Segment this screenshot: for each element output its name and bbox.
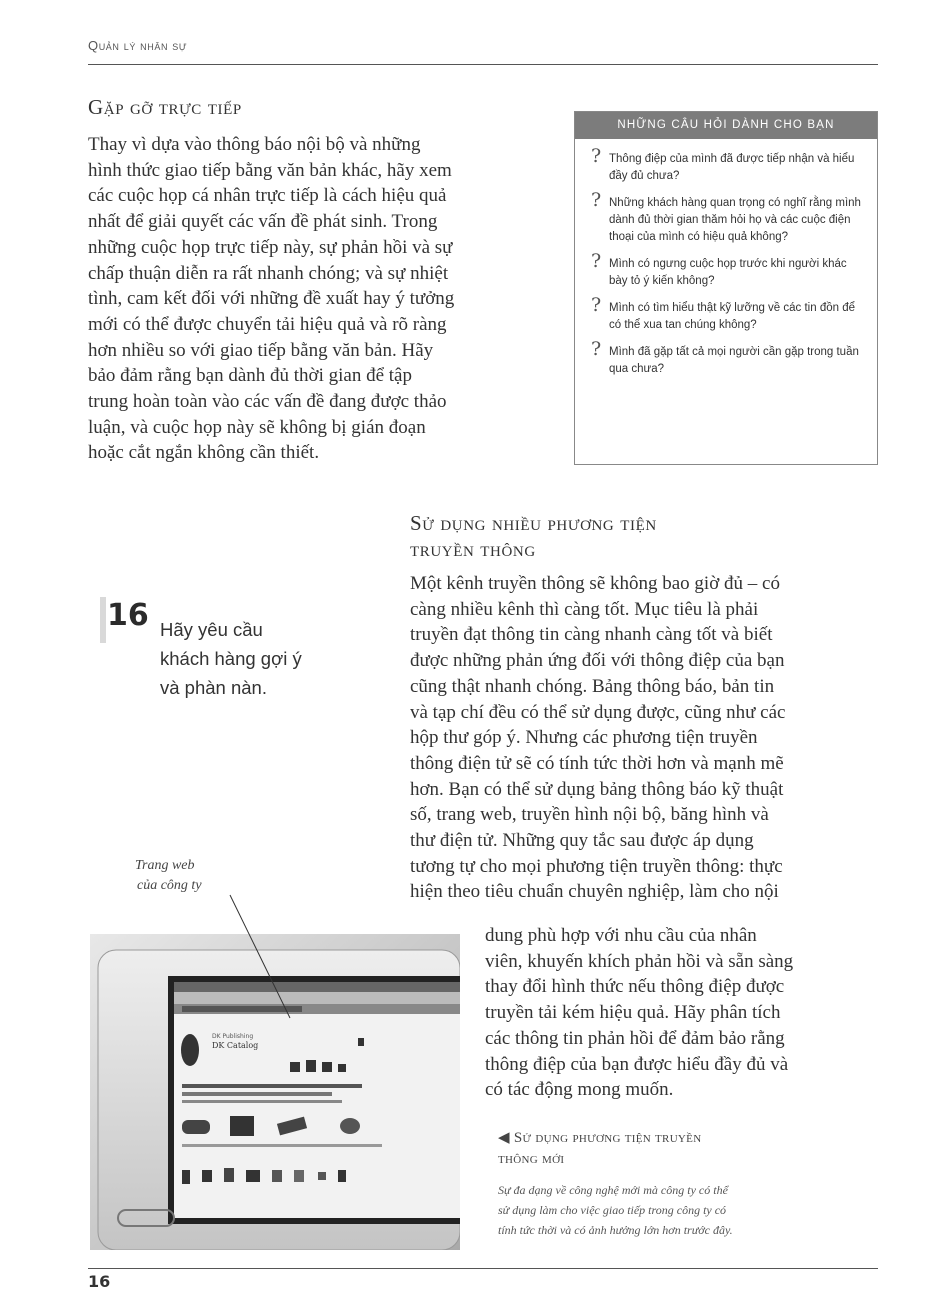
photo-caption-body	[498, 1180, 862, 1240]
section-title-line: Sử dụng nhiều phương tiện	[410, 511, 657, 535]
body-line: chấp thuận diễn ra rất nhanh chóng; và sự nhiệt	[88, 262, 449, 284]
question-item	[591, 189, 863, 246]
photo-label-line: Trang web	[135, 858, 195, 873]
body-line: và tạp chí đều có thể sử dụng được, cũng như các	[410, 701, 786, 723]
question-item	[591, 250, 863, 290]
question-mark-icon: ?	[591, 338, 602, 360]
body-line: hơn nhiều so với giao tiếp bằng văn bản. Hãy	[88, 339, 434, 361]
photo-label	[135, 856, 255, 896]
page-number: 16	[88, 1272, 111, 1291]
body-line: tương tự cho mọi phương tiện truyền thông: thực	[410, 855, 783, 877]
body-line: thư điện tử. Những quy tắc sau được áp dụng	[410, 830, 754, 852]
body-line: càng nhiều kênh thì càng tốt. Mục tiêu là phải	[410, 598, 759, 620]
question-mark-icon: ?	[591, 250, 602, 272]
body-line: hiện theo tiêu chuẩn chuyên nghiệp, làm cho nội	[410, 881, 779, 903]
body-line: hơn. Bạn có thể sử dụng bảng thông báo kỹ thuật	[410, 778, 784, 800]
question-list	[575, 139, 877, 378]
question-item	[591, 294, 863, 334]
section-2-body-continued	[485, 923, 875, 1103]
caption-body-line: tính tức thời và có ảnh hưởng lớn hơn trước đây.	[498, 1223, 733, 1237]
question-item	[591, 145, 863, 185]
body-line: hình thức giao tiếp bằng văn bản khác, hãy xem	[88, 159, 452, 181]
tip-line: Hãy yêu cầu	[160, 619, 263, 640]
body-line: hộp thư góp ý. Nhưng các phương tiện truyền	[410, 727, 758, 749]
body-line: có tác động mong muốn.	[485, 1079, 674, 1101]
question-mark-icon: ?	[591, 294, 602, 316]
body-line: thông điện tử sẽ có tính tức thời hơn và mạnh mẽ	[410, 752, 784, 774]
question-text: Thông điệp của mình đã được tiếp nhận và hiểu đầy đủ chưa?	[609, 153, 855, 182]
body-line: luận, và cuộc họp này sẽ không bị gián đoạn	[88, 416, 426, 438]
screen-brand-text: DK Catalog	[212, 1041, 259, 1050]
caption-title-line: thông mới	[498, 1151, 565, 1167]
tip-line: khách hàng gợi ý	[160, 648, 302, 669]
body-line: bảo đảm rằng bạn dành đủ thời gian để tập	[88, 365, 412, 387]
question-item	[591, 338, 863, 378]
question-text: Mình đã gặp tất cả mọi người cần gặp trong tuần qua chưa?	[609, 346, 859, 375]
caption-title-text: Sử dụng phương tiện truyền	[513, 1130, 702, 1146]
body-line: những cuộc họp trực tiếp này, sự phản hồi và sự	[88, 236, 453, 258]
tip-number: 16	[107, 598, 149, 633]
body-line: thay đổi hình thức nếu thông điệp được	[485, 976, 785, 998]
body-line: tình, cam kết đối với những đề xuất hay ý tưởng	[88, 288, 455, 310]
question-text: Mình có ngưng cuộc họp trước khi người khác bày tỏ ý kiến không?	[609, 258, 847, 287]
body-line: các cuộc họp cá nhân trực tiếp là cách hiệu quả	[88, 185, 447, 207]
photo-caption-title	[498, 1128, 838, 1170]
question-text: Mình có tìm hiểu thật kỹ lưỡng về các tin đồn để có thể xua tan chúng không?	[609, 302, 856, 331]
body-line: viên, khuyến khích phản hồi và sẵn sàng	[485, 950, 794, 972]
tip-text	[160, 615, 360, 702]
section-title-face-to-face: Gặp gỡ trực tiếp	[88, 95, 242, 119]
question-mark-icon: ?	[591, 145, 602, 167]
header-rule	[88, 64, 878, 65]
body-line: truyền tải kém hiệu quả. Hãy phân tích	[485, 1002, 781, 1024]
questions-sidebar	[574, 111, 878, 465]
caption-body-line: Sự đa dạng về công nghệ mới mà công ty có thể	[498, 1183, 728, 1197]
photo-label-line: của công ty	[137, 878, 202, 893]
body-line: cũng thật nhanh chóng. Bảng thông báo, bản tin	[410, 675, 775, 697]
tip-accent-bar	[100, 597, 106, 643]
body-line: mới có thể được chuyển tải hiệu quả và rõ ràng	[88, 313, 447, 335]
running-head: Quản lý nhân sự	[88, 38, 188, 53]
section-title-multiple-media	[410, 510, 657, 562]
tip-line: và phàn nàn.	[160, 677, 267, 698]
section-title-line: truyền thông	[410, 537, 536, 561]
caption-title-line	[498, 1128, 838, 1149]
caption-body-line: sử dụng làm cho việc giao tiếp trong công ty có	[498, 1203, 727, 1217]
screen-brand-text: DK Publishing	[212, 1033, 254, 1040]
body-line: số, trang web, truyền hình nội bộ, băng hình và	[410, 804, 769, 826]
arrow-left-icon: ◀	[498, 1130, 510, 1146]
body-line: thông điệp của bạn được hiểu đầy đủ và	[485, 1053, 789, 1075]
label-pointer-line	[150, 893, 350, 1023]
body-line: được những phản ứng đối với thông điệp của bạn	[410, 650, 785, 672]
section-1-body	[88, 132, 540, 466]
sidebar-title: NHỮNG CÂU HỎI DÀNH CHO BẠN	[575, 112, 877, 139]
body-line: truyền đạt thông tin càng nhanh càng tốt và biết	[410, 624, 773, 646]
body-line: trung hoàn toàn vào các vấn đề đang được thảo	[88, 391, 447, 413]
question-text: Những khách hàng quan trọng có nghĩ rằng mình dành đủ thời gian thăm hỏi họ và các cuộc điện thoại của mình có hiệu quả không?	[609, 197, 861, 243]
body-line: Thay vì dựa vào thông báo nội bộ và những	[88, 134, 421, 155]
body-line: hoặc cắt ngắn không cần thiết.	[88, 442, 320, 464]
body-line: dung phù hợp với nhu cầu của nhân	[485, 925, 757, 946]
footer-rule	[88, 1268, 878, 1269]
question-mark-icon: ?	[591, 189, 602, 211]
body-line: nhất để giải quyết các vấn đề phát sinh. Trong	[88, 211, 438, 233]
body-line: các thông tin phản hồi để đảm bảo rằng	[485, 1027, 785, 1049]
body-line: Một kênh truyền thông sẽ không bao giờ đủ – có	[410, 573, 780, 594]
section-2-body	[410, 571, 876, 905]
